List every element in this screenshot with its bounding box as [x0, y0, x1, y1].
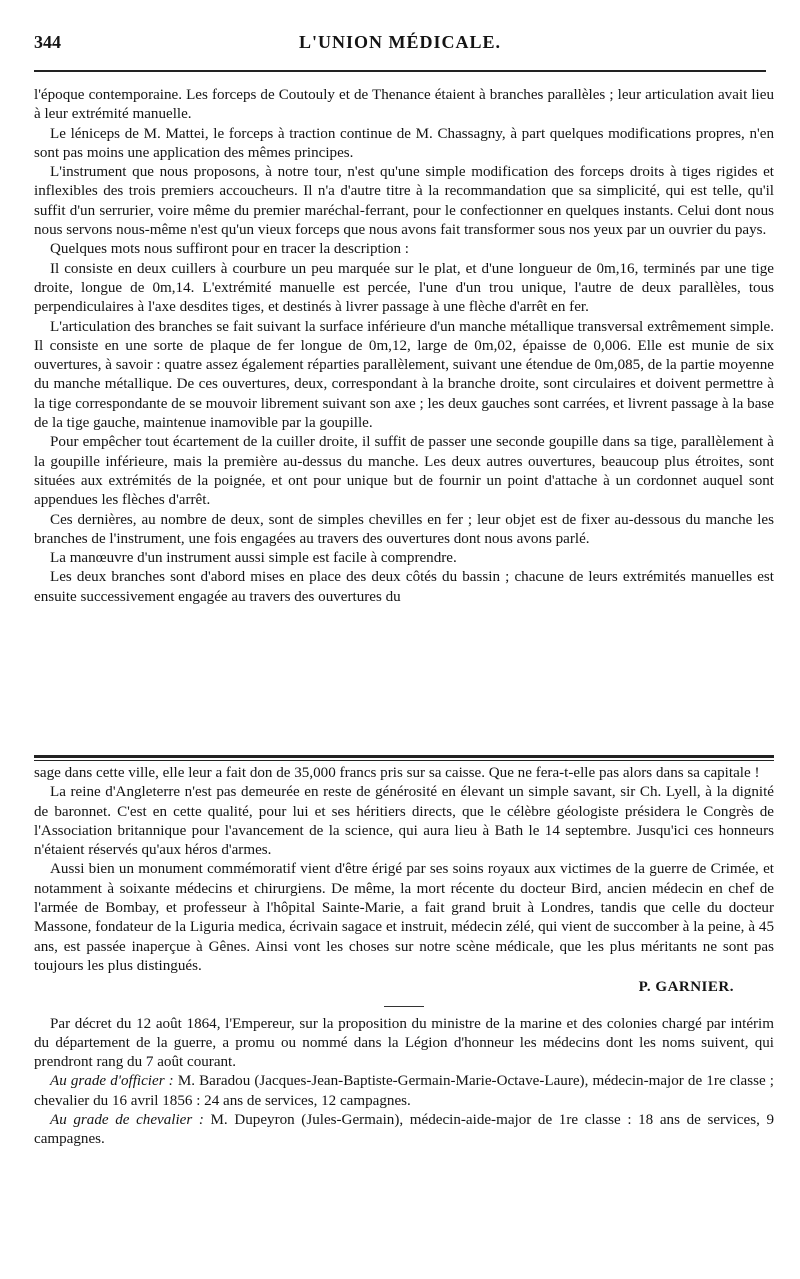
paragraph: La manœuvre d'un instrument aussi simple est facile à comprendre. — [50, 550, 457, 567]
page-number: 344 — [34, 32, 61, 52]
header-rule — [34, 70, 766, 72]
knight-label: Au grade de chevalier : — [50, 1112, 204, 1129]
paragraph: Pour empêcher tout écartement de la cuiller droite, il suffit de passer une seconde goupille dans sa tige, parallèlement à la goupille inférieure, mais la première au-dessus du manche. Les deux autres ouvertures, beaucoup plus étroites, sont situées aux extrémités de la poignée, et ont pour unique but de fournir un point d'attache à un cordonnet auquel sont appendues les flèches d'arrêt. — [34, 434, 774, 509]
lower-article — [34, 764, 774, 1150]
officer-text: M. Baradou (Jacques-Jean-Baptiste-Germain-Marie-Octave-Laure), médecin-major de 1re classe ; chevalier du 16 avril 1856 : 24 ans de services, 12 campagnes. — [34, 1073, 774, 1109]
officer-label: Au grade d'officier : — [50, 1073, 174, 1090]
signature: P. GARNIER. — [638, 979, 734, 996]
paragraph: Ces dernières, au nombre de deux, sont de simples chevilles en fer ; leur objet est de fixer au-dessous du manche les branches de l'instrument, une fois engagées au travers des ouvertures dont nous avons parlé. — [34, 511, 774, 547]
decree-officer — [34, 1072, 774, 1111]
decree-intro: Par décret du 12 août 1864, l'Empereur, sur la proposition du ministre de la marine et des colonies chargé par intérim du département de la guerre, a promu ou nommé dans la Légion d'honneur les médecins dont les noms suivent, qui prendront rang du 7 août courant. — [34, 1015, 774, 1071]
paragraph: l'époque contemporaine. Les forceps de Coutouly et de Thenance étaient à branches parallèles ; leur articulation avait lieu à leur extrémité manuelle. — [34, 87, 774, 123]
section-separator — [34, 755, 774, 758]
paragraph: Il consiste en deux cuillers à courbure un peu marquée sur le plat, et d'une longueur de 0m,16, terminés par une tige droite, longue de 0m,14. L'extrémité manuelle est percée, l'une d'un trou unique, l'autre de deux parallèles, tous perpendiculaires à l'axe desdites tiges, et destinés à livrer passage à une flèche d'arrêt en fer. — [34, 260, 774, 316]
paragraph: Aussi bien un monument commémoratif vient d'être érigé par ses soins royaux aux victimes de la guerre de Crimée, et notamment à soixante médecins et chirurgiens. De même, la mort récente du docteur Bird, ancien médecin en chef de l'armée de Bombay, et professeur à l'hôpital Sainte-Marie, a fait grand bruit à Londres, tandis que celle du docteur Massone, fondateur de la Liguria medica, écrivain sagace et instruit, médecin zélé, qui vient de succomber à la peine, à 45 ans, est passée inaperçue à Gênes. Ainsi vont les choses sur notre scène médicale, que les plus méritants ne sont pas toujours les plus distingués. — [34, 861, 774, 974]
paragraph: La reine d'Angleterre n'est pas demeurée en reste de générosité en élevant un simple savant, sir Ch. Lyell, à la dignité de baronnet. C'est en cette qualité, pour lui et ses héritiers directs, que le célèbre géologiste présidera le Congrès de l'Association britannique pour l'avancement de la science, qui aura lieu à Bath le 14 septembre. Jusqu'ici ces honneurs n'étaient réservés qu'aux héros d'armes. — [34, 784, 774, 859]
knight-text: M. Dupeyron (Jules-Germain), médecin-aide-major de 1re classe : 18 ans de services, 9 campagnes. — [34, 1112, 775, 1148]
upper-article — [34, 86, 774, 607]
short-rule — [384, 1006, 424, 1007]
section-separator-thin — [34, 760, 774, 761]
running-title: L'UNION MÉDICALE. — [298, 32, 502, 52]
paragraph: L'instrument que nous proposons, à notre tour, n'est qu'une simple modification des forceps droits à tiges rigides et inflexibles des trois premiers accoucheurs. Il n'a d'autre titre à la recommandation que sa simplicité, qui est telle, qu'il suffit d'un serrurier, voire même du premier maréchal-ferrant, pour le confectionner en quelques instants. Celui dont nous nous servons nous-même n'est qu'un vieux forceps que nous avons fait transformer sous nos yeux par un ouvrier du pays. — [34, 164, 774, 239]
paragraph: sage dans cette ville, elle leur a fait don de 35,000 francs pris sur sa caisse. Que ne fera-t-elle pas alors dans sa capitale ! — [34, 765, 760, 781]
decree-knight — [34, 1111, 774, 1150]
paragraph: Les deux branches sont d'abord mises en place des deux côtés du bassin ; chacune de leurs extrémités manuelles est ensuite successivement engagée au travers des ouvertures du — [34, 569, 774, 605]
paragraph: Quelques mots nous suffiront pour en tracer la description : — [50, 241, 409, 258]
paragraph: Le léniceps de M. Mattei, le forceps à traction continue de M. Chassagny, à part quelques modifications propres, n'en sont pas moins une application des mêmes principes. — [34, 125, 774, 161]
paragraph: L'articulation des branches se fait suivant la surface inférieure d'un manche métallique transversal extrêmement simple. Il consiste en une sorte de plaque de fer longue de 0m,12, large de 0m,02, épaisse de 0,006. Elle est munie de six ouvertures, à savoir : quatre assez également réparties parallèlement, suivant une étendue de 0m,085, de la partie moyenne du manche métallique. De ces ouvertures, deux, correspondant à la branche droite, sont circulaires et doivent permettre à la tige correspondante de se mouvoir librement suivant son axe ; les deux gauches sont carrées, et livrent passage à la base de la tige gauche, maintenue inamovible par la goupille. — [34, 318, 774, 432]
page-header — [34, 32, 766, 62]
